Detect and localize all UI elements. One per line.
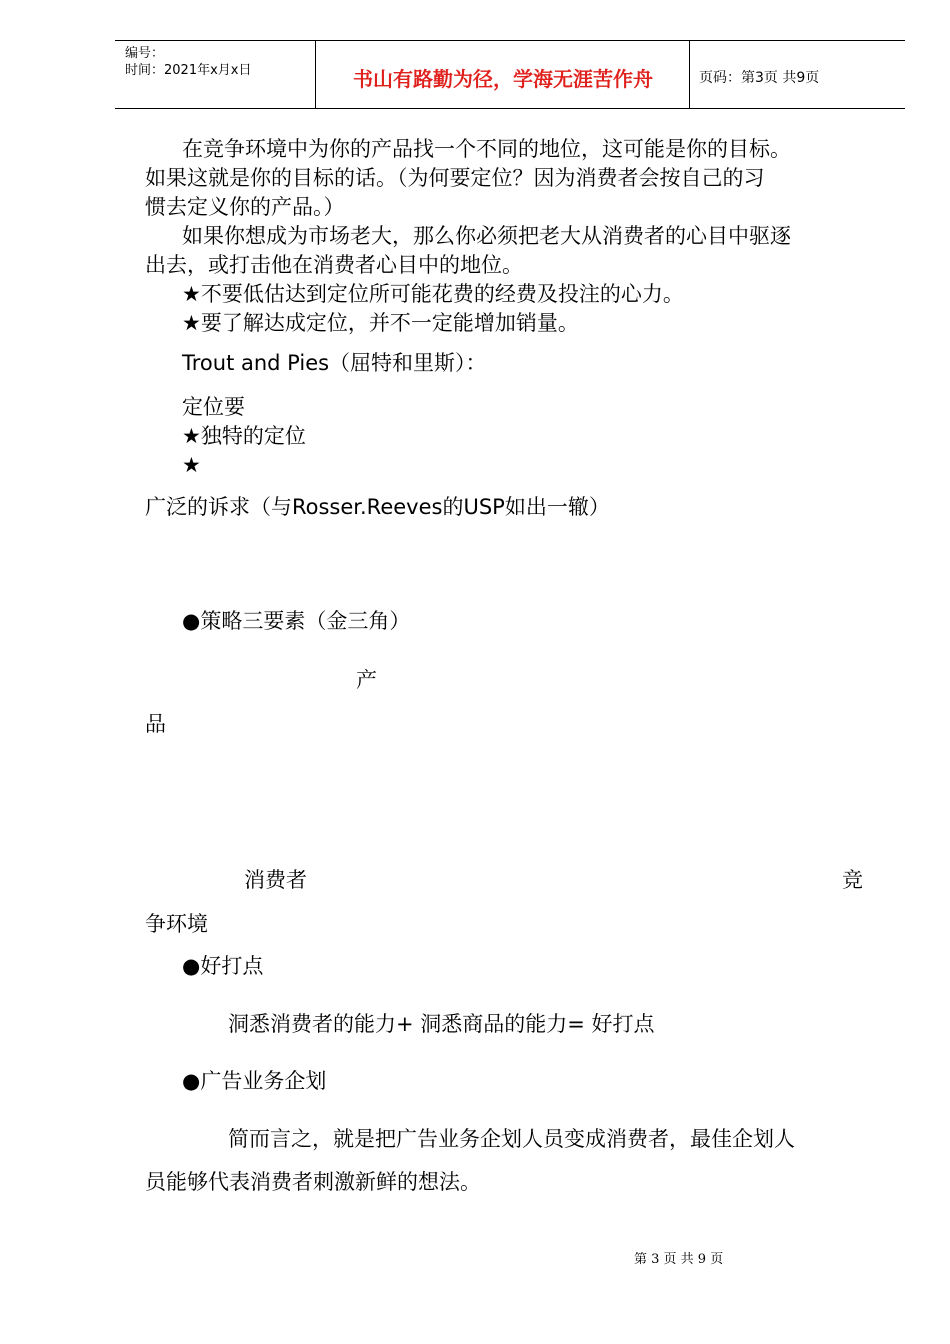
bullet-item: ★要了解达成定位，并不一定能增加销量。 — [182, 311, 579, 335]
header-meta — [125, 45, 251, 79]
formula-line: 洞悉消费者的能力+ 洞悉商品的能力= 好打点 — [228, 1012, 655, 1036]
paragraph-line: 惯去定义你的产品。） — [145, 195, 345, 219]
triangle-label-consumer: 消费者 — [244, 868, 307, 892]
strategy-heading: ●策略三要素（金三角） — [182, 609, 411, 633]
bullet-item: ★独特的定位 — [182, 424, 306, 448]
header-page-label: 页码：第3页 共9页 — [699, 70, 820, 86]
paragraph-line: 如果你想成为市场老大，那么你必须把老大从消费者的心目中驱逐 — [182, 224, 791, 248]
ad-planning-heading: ●广告业务企划 — [182, 1069, 327, 1093]
header-divider — [315, 41, 316, 108]
header-motto: 书山有路勤为径，学海无涯苦作舟 — [353, 67, 653, 91]
header-number-label: 编号： — [125, 46, 165, 61]
broad-appeal-line: 广泛的诉求（与Rosser.Reeves的USP如出一辙） — [145, 495, 610, 519]
paragraph-line: 在竞争环境中为你的产品找一个不同的地位，这可能是你的目标。 — [182, 137, 791, 161]
positioning-heading: 定位要 — [182, 395, 245, 419]
triangle-label-competition: 竞 — [842, 868, 863, 892]
paragraph-line: 如果这就是你的目标的话。（为何要定位？因为消费者会按自己的习 — [145, 166, 765, 190]
triangle-label-product: 品 — [145, 712, 166, 736]
bullet-item: ★ — [182, 453, 201, 477]
paragraph-line: 出去，或打击他在消费者心目中的地位。 — [145, 253, 523, 277]
header-date-label: 时间：2021年x月x日 — [125, 63, 252, 78]
paragraph-line: 简而言之，就是把广告业务企划人员变成消费者，最佳企划人 — [228, 1127, 795, 1151]
header-divider — [689, 41, 690, 108]
good-point-heading: ●好打点 — [182, 954, 264, 978]
bullet-item: ★不要低估达到定位所可能花费的经费及投注的心力。 — [182, 282, 684, 306]
trout-pies-line: Trout and Pies（屈特和里斯）： — [182, 351, 487, 375]
page-footer: 第 3 页 共 9 页 — [634, 1252, 724, 1267]
triangle-label-product: 产 — [356, 668, 377, 692]
page-header — [115, 40, 905, 109]
triangle-label-competition: 争环境 — [145, 912, 208, 936]
paragraph-line: 员能够代表消费者刺激新鲜的想法。 — [145, 1170, 481, 1194]
